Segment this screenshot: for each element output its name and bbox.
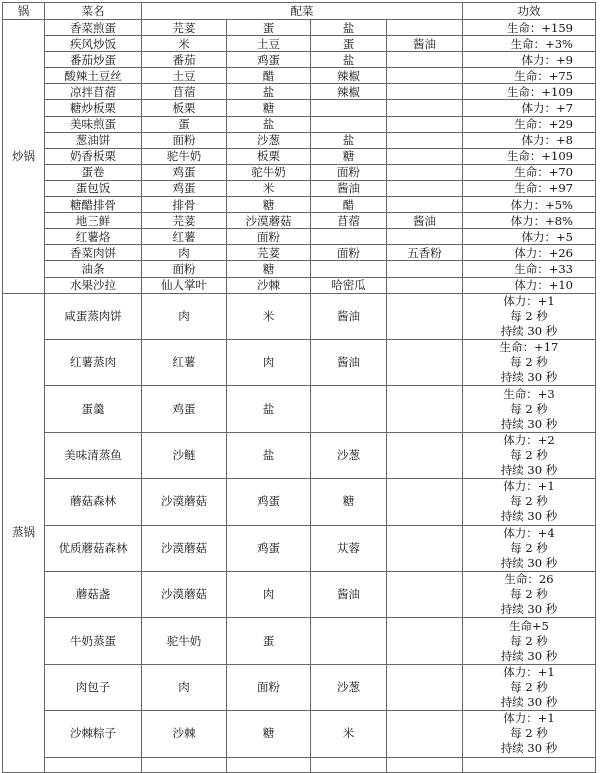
effect-line: 生命：+17	[499, 340, 559, 355]
ingredient-cell	[311, 229, 387, 245]
table-row	[3, 386, 596, 432]
ingredient-cell: 驼牛奶	[142, 148, 227, 164]
ingredient-cell: 酱油	[311, 339, 387, 385]
ingredient-cell: 盐	[227, 116, 311, 132]
ingredient-cell: 土豆	[142, 68, 227, 84]
ingredient-cell: 面粉	[142, 261, 227, 277]
dish-cell: 咸蛋蒸肉饼	[45, 293, 142, 339]
table-row	[3, 245, 596, 261]
effect-line: 每 2 秒	[510, 447, 548, 462]
empty-cell	[387, 757, 463, 772]
ingredient-cell: 糖	[227, 711, 311, 757]
table-row	[3, 100, 596, 116]
effect-cell	[463, 479, 596, 525]
recipe-table	[2, 2, 596, 773]
ingredient-cell	[387, 197, 463, 213]
effect-line: 持续 30 秒	[500, 370, 558, 385]
ingredient-cell	[387, 229, 463, 245]
pot-cell-steam: 蒸锅	[3, 293, 45, 772]
header-ingredients: 配菜	[142, 3, 463, 20]
effect-line: 每 2 秒	[510, 679, 548, 694]
ingredient-cell	[387, 293, 463, 339]
table-row	[3, 277, 596, 293]
effect-line: 体力：+1	[503, 293, 555, 308]
effect-line: 生命：+3	[503, 386, 555, 401]
effect-line: 持续 30 秒	[500, 602, 558, 617]
ingredient-cell: 沙葱	[311, 664, 387, 710]
table-row	[3, 711, 596, 757]
ingredient-cell: 盐	[227, 386, 311, 432]
ingredient-cell: 酱油	[387, 213, 463, 229]
table-row	[3, 229, 596, 245]
effect-line: 每 2 秒	[510, 401, 548, 416]
ingredient-cell: 沙棘	[142, 711, 227, 757]
table-row	[3, 132, 596, 148]
table-row	[3, 479, 596, 525]
ingredient-cell: 鸡蛋	[227, 479, 311, 525]
ingredient-cell: 鸡蛋	[227, 525, 311, 571]
ingredient-cell: 苜蓿	[311, 213, 387, 229]
empty-cell	[142, 757, 227, 772]
ingredient-cell: 盐	[227, 432, 311, 478]
table-row	[3, 52, 596, 68]
ingredient-cell	[387, 571, 463, 617]
ingredient-cell	[387, 525, 463, 571]
ingredient-cell	[387, 164, 463, 180]
dish-cell: 牛奶蒸蛋	[45, 618, 142, 664]
ingredient-cell: 蛋	[227, 20, 311, 36]
dish-cell: 红薯烙	[45, 229, 142, 245]
ingredient-cell: 苜蓿	[142, 84, 227, 100]
ingredient-cell	[387, 100, 463, 116]
effect-cell	[463, 339, 596, 385]
ingredient-cell: 酱油	[387, 36, 463, 52]
effect-cell: 体力：+5	[463, 229, 596, 245]
ingredient-cell: 驼牛奶	[142, 618, 227, 664]
table-row	[3, 618, 596, 664]
empty-cell	[463, 757, 596, 772]
ingredient-cell: 面粉	[142, 132, 227, 148]
header-effect: 功效	[463, 3, 596, 20]
ingredient-cell: 沙葱	[311, 432, 387, 478]
dish-cell: 酸辣土豆丝	[45, 68, 142, 84]
dish-cell: 蘑菇盏	[45, 571, 142, 617]
ingredient-cell: 肉	[142, 293, 227, 339]
effect-line: 体力：+1	[503, 711, 555, 726]
ingredient-cell	[387, 68, 463, 84]
effect-cell: 生命：+109	[463, 84, 596, 100]
dish-cell: 蛋卷	[45, 164, 142, 180]
effect-line: 每 2 秒	[510, 633, 548, 648]
ingredient-cell	[311, 116, 387, 132]
table-row	[3, 36, 596, 52]
ingredient-cell: 糖	[311, 479, 387, 525]
ingredient-cell: 酱油	[311, 180, 387, 196]
dish-cell: 糖炒板栗	[45, 100, 142, 116]
ingredient-cell: 肉	[142, 245, 227, 261]
pot-cell-fry: 炒锅	[3, 20, 45, 294]
ingredient-cell	[387, 386, 463, 432]
ingredient-cell	[387, 52, 463, 68]
effect-cell: 生命：+109	[463, 148, 596, 164]
effect-cell	[463, 293, 596, 339]
effect-cell: 生命：+29	[463, 116, 596, 132]
ingredient-cell	[387, 479, 463, 525]
ingredient-cell	[387, 339, 463, 385]
effect-cell	[463, 525, 596, 571]
effect-cell	[463, 618, 596, 664]
effect-line: 每 2 秒	[510, 355, 548, 370]
ingredient-cell: 糖	[311, 148, 387, 164]
effect-cell: 体力：+8%	[463, 213, 596, 229]
table-row	[3, 432, 596, 478]
ingredient-cell	[387, 664, 463, 710]
dish-cell: 美味清蒸鱼	[45, 432, 142, 478]
ingredient-cell: 盐	[227, 84, 311, 100]
ingredient-cell: 酱油	[311, 571, 387, 617]
ingredient-cell: 排骨	[142, 197, 227, 213]
dish-cell: 凉拌苜蓿	[45, 84, 142, 100]
ingredient-cell	[387, 277, 463, 293]
ingredient-cell: 肉	[142, 664, 227, 710]
ingredient-cell: 沙漠蘑菇	[142, 571, 227, 617]
ingredient-cell: 糖	[227, 100, 311, 116]
ingredient-cell: 肉	[227, 339, 311, 385]
table-row	[3, 148, 596, 164]
ingredient-cell: 盐	[311, 132, 387, 148]
ingredient-cell: 肉	[227, 571, 311, 617]
ingredient-cell: 芫荽	[142, 20, 227, 36]
table-row	[3, 571, 596, 617]
effect-line: 生命：26	[504, 572, 554, 587]
ingredient-cell: 板栗	[227, 148, 311, 164]
effect-cell: 体力：+7	[463, 100, 596, 116]
effect-cell: 生命：+159	[463, 20, 596, 36]
effect-cell: 体力：+5%	[463, 197, 596, 213]
effect-line: 持续 30 秒	[500, 694, 558, 709]
effect-line: 持续 30 秒	[500, 509, 558, 524]
ingredient-cell	[387, 116, 463, 132]
ingredient-cell: 沙漠蘑菇	[227, 213, 311, 229]
ingredient-cell: 米	[227, 293, 311, 339]
ingredient-cell: 辣椒	[311, 68, 387, 84]
ingredient-cell: 盐	[311, 20, 387, 36]
header-row	[3, 3, 596, 20]
ingredient-cell: 米	[311, 711, 387, 757]
effect-line: 每 2 秒	[510, 540, 548, 555]
ingredient-cell: 蛋	[142, 116, 227, 132]
effect-cell: 生命：+33	[463, 261, 596, 277]
table-row	[3, 664, 596, 710]
effect-line: 体力：+2	[503, 432, 555, 447]
empty-cell	[45, 757, 142, 772]
dish-cell: 肉包子	[45, 664, 142, 710]
dish-cell: 美味煎蛋	[45, 116, 142, 132]
ingredient-cell: 沙棘	[227, 277, 311, 293]
dish-cell: 疾风炒饭	[45, 36, 142, 52]
effect-cell: 体力：+26	[463, 245, 596, 261]
dish-cell: 蛋羹	[45, 386, 142, 432]
effect-cell	[463, 664, 596, 710]
ingredient-cell: 五香粉	[387, 245, 463, 261]
effect-line: 体力：+1	[503, 664, 555, 679]
table-row	[3, 116, 596, 132]
ingredient-cell: 板栗	[142, 100, 227, 116]
empty-cell	[311, 757, 387, 772]
dish-cell: 红薯蒸肉	[45, 339, 142, 385]
ingredient-cell	[387, 180, 463, 196]
ingredient-cell: 芫荽	[227, 245, 311, 261]
ingredient-cell	[387, 20, 463, 36]
table-row	[3, 293, 596, 339]
ingredient-cell: 糖	[227, 261, 311, 277]
ingredient-cell: 哈密瓜	[311, 277, 387, 293]
ingredient-cell: 红薯	[142, 339, 227, 385]
ingredient-cell	[311, 100, 387, 116]
ingredient-cell: 盐	[311, 52, 387, 68]
ingredient-cell: 土豆	[227, 36, 311, 52]
effect-line: 每 2 秒	[510, 308, 548, 323]
ingredient-cell: 鸡蛋	[142, 180, 227, 196]
ingredient-cell: 米	[142, 36, 227, 52]
effect-cell	[463, 432, 596, 478]
effect-line: 体力：+4	[503, 525, 555, 540]
effect-line: 持续 30 秒	[500, 648, 558, 663]
dish-cell: 番茄炒蛋	[45, 52, 142, 68]
effect-line: 持续 30 秒	[500, 323, 558, 338]
dish-cell: 油条	[45, 261, 142, 277]
ingredient-cell: 沙漠蘑菇	[142, 525, 227, 571]
table-row	[3, 197, 596, 213]
dish-cell: 蘑菇森林	[45, 479, 142, 525]
ingredient-cell: 面粉	[227, 229, 311, 245]
table-row	[3, 261, 596, 277]
ingredient-cell	[387, 432, 463, 478]
effect-cell	[463, 386, 596, 432]
table-row	[3, 68, 596, 84]
table-row	[3, 164, 596, 180]
ingredient-cell	[387, 711, 463, 757]
ingredient-cell	[387, 148, 463, 164]
table-row	[3, 525, 596, 571]
dish-cell: 蛋包饭	[45, 180, 142, 196]
effect-cell: 生命：+70	[463, 164, 596, 180]
dish-cell: 水果沙拉	[45, 277, 142, 293]
effect-line: 每 2 秒	[510, 494, 548, 509]
effect-line: 每 2 秒	[510, 587, 548, 602]
empty-cell	[227, 757, 311, 772]
table-row	[3, 213, 596, 229]
effect-cell: 体力：+9	[463, 52, 596, 68]
ingredient-cell: 鸡蛋	[142, 164, 227, 180]
header-dish: 菜名	[45, 3, 142, 20]
effect-cell	[463, 571, 596, 617]
ingredient-cell: 酱油	[311, 293, 387, 339]
dish-cell: 奶香板栗	[45, 148, 142, 164]
effect-cell: 体力：+10	[463, 277, 596, 293]
dish-cell: 糖醋排骨	[45, 197, 142, 213]
effect-line: 生命+5	[509, 618, 549, 633]
ingredient-cell	[387, 84, 463, 100]
ingredient-cell: 醋	[227, 68, 311, 84]
effect-cell: 生命：+3%	[463, 36, 596, 52]
table-row	[3, 180, 596, 196]
ingredient-cell: 仙人掌叶	[142, 277, 227, 293]
ingredient-cell: 辣椒	[311, 84, 387, 100]
dish-cell: 葱油饼	[45, 132, 142, 148]
effect-line: 每 2 秒	[510, 726, 548, 741]
ingredient-cell: 驼牛奶	[227, 164, 311, 180]
ingredient-cell: 沙鲢	[142, 432, 227, 478]
ingredient-cell: 芫荽	[142, 213, 227, 229]
ingredient-cell	[311, 261, 387, 277]
ingredient-cell: 鸡蛋	[227, 52, 311, 68]
ingredient-cell: 鸡蛋	[142, 386, 227, 432]
ingredient-cell: 沙葱	[227, 132, 311, 148]
ingredient-cell: 米	[227, 180, 311, 196]
ingredient-cell: 蛋	[311, 36, 387, 52]
effect-line: 体力：+1	[503, 479, 555, 494]
ingredient-cell	[387, 261, 463, 277]
ingredient-cell	[311, 386, 387, 432]
ingredient-cell: 糖	[227, 197, 311, 213]
dish-cell: 香菜肉饼	[45, 245, 142, 261]
ingredient-cell: 面粉	[311, 245, 387, 261]
effect-line: 持续 30 秒	[500, 462, 558, 477]
header-pot: 锅	[3, 3, 45, 20]
ingredient-cell	[387, 618, 463, 664]
ingredient-cell: 蛋	[227, 618, 311, 664]
ingredient-cell	[311, 618, 387, 664]
effect-cell: 生命：+75	[463, 68, 596, 84]
effect-line: 持续 30 秒	[500, 555, 558, 570]
table-row	[3, 339, 596, 385]
ingredient-cell: 面粉	[227, 664, 311, 710]
effect-cell	[463, 711, 596, 757]
ingredient-cell: 番茄	[142, 52, 227, 68]
ingredient-cell: 面粉	[311, 164, 387, 180]
dish-cell: 沙棘粽子	[45, 711, 142, 757]
dish-cell: 地三鲜	[45, 213, 142, 229]
ingredient-cell: 醋	[311, 197, 387, 213]
effect-line: 持续 30 秒	[500, 416, 558, 431]
ingredient-cell: 沙漠蘑菇	[142, 479, 227, 525]
dish-cell: 优质蘑菇森林	[45, 525, 142, 571]
empty-row	[3, 757, 596, 772]
table-row	[3, 84, 596, 100]
effect-cell: 体力：+8	[463, 132, 596, 148]
table-row	[3, 20, 596, 36]
dish-cell: 香菜煎蛋	[45, 20, 142, 36]
ingredient-cell	[387, 132, 463, 148]
ingredient-cell: 苁蓉	[311, 525, 387, 571]
effect-line: 持续 30 秒	[500, 741, 558, 756]
ingredient-cell: 红薯	[142, 229, 227, 245]
effect-cell: 生命：+97	[463, 180, 596, 196]
